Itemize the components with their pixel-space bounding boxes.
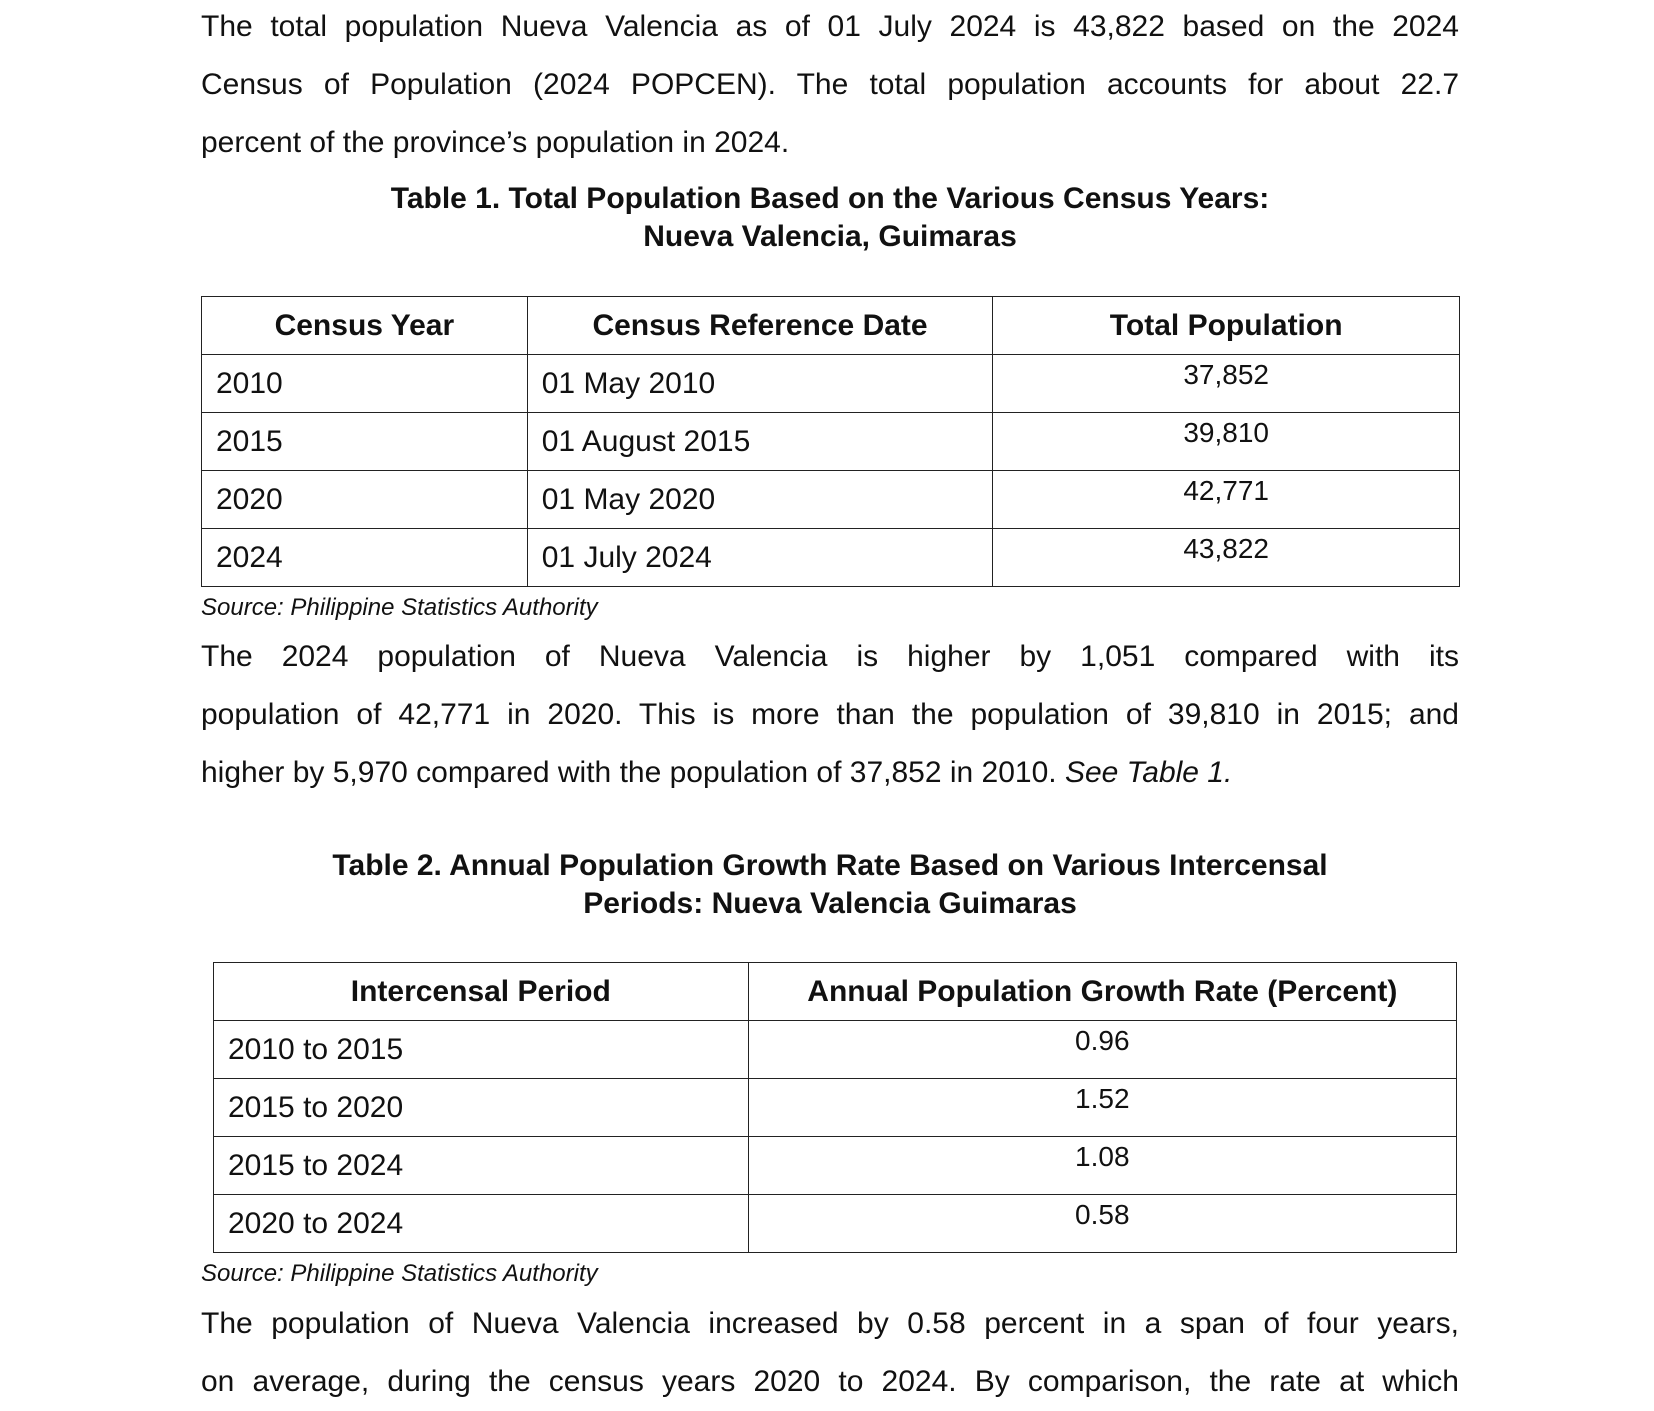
table2-header-row — [214, 963, 1457, 1021]
intercensal-period-cell: 2020 to 2024 — [214, 1195, 749, 1253]
table2 — [213, 962, 1457, 1253]
table2-header-growth-rate: Annual Population Growth Rate (Percent) — [748, 963, 1456, 1021]
analysis2-line: on average, during the census years 2020 to 2024. By comparison, the rate at which — [201, 1365, 1459, 1398]
growth-rate-cell: 1.08 — [748, 1137, 1456, 1195]
intro-paragraph — [201, 0, 1459, 172]
table1-header-row — [202, 297, 1460, 355]
table1-header-census-year: Census Year — [202, 297, 528, 355]
table-row — [202, 413, 1460, 471]
table2-header-intercensal-period: Intercensal Period — [214, 963, 749, 1021]
table1-header-reference-date: Census Reference Date — [527, 297, 993, 355]
reference-date-cell: 01 August 2015 — [527, 413, 993, 471]
table2-source: Source: Philippine Statistics Authority — [201, 1260, 598, 1287]
analysis1-last-line — [201, 744, 1459, 802]
table2-caption-line2: Periods: Nueva Valencia Guimaras — [583, 887, 1077, 920]
intercensal-period-cell: 2010 to 2015 — [214, 1021, 749, 1079]
growth-rate-cell: 0.96 — [748, 1021, 1456, 1079]
growth-rate-cell: 0.58 — [748, 1195, 1456, 1253]
table-row — [214, 1195, 1457, 1253]
table1-caption-line1: Table 1. Total Population Based on the Various Census Years: — [390, 182, 1270, 215]
intro-line: Census of Population (2024 POPCEN). The total population accounts for about 22.7 — [201, 68, 1459, 101]
total-population-cell: 39,810 — [993, 413, 1460, 471]
reference-date-cell: 01 May 2020 — [527, 471, 993, 529]
intercensal-period-cell: 2015 to 2020 — [214, 1079, 749, 1137]
census-year-cell: 2015 — [202, 413, 528, 471]
table-row — [214, 1079, 1457, 1137]
analysis2-paragraph — [201, 1295, 1459, 1411]
table1-source: Source: Philippine Statistics Authority — [201, 594, 598, 621]
table1-header-total-population: Total Population — [993, 297, 1460, 355]
analysis1-paragraph — [201, 628, 1459, 802]
table1 — [201, 296, 1460, 587]
intro-line: percent of the province’s population in 2024. — [201, 126, 790, 159]
census-year-cell: 2024 — [202, 529, 528, 587]
see-table-reference: See Table 1. — [1064, 756, 1233, 789]
table1-caption-line2: Nueva Valencia, Guimaras — [643, 220, 1017, 253]
intro-line: The total population Nueva Valencia as of 01 July 2024 is 43,822 based on the 2024 — [201, 10, 1459, 43]
analysis2-line: The population of Nueva Valencia increased by 0.58 percent in a span of four years, — [201, 1307, 1459, 1340]
analysis1-line: The 2024 population of Nueva Valencia is higher by 1,051 compared with its — [201, 640, 1459, 673]
reference-date-cell: 01 May 2010 — [527, 355, 993, 413]
table1-caption — [201, 180, 1459, 256]
intercensal-period-cell: 2015 to 2024 — [214, 1137, 749, 1195]
table-row — [214, 1021, 1457, 1079]
table-row — [202, 471, 1460, 529]
census-year-cell: 2020 — [202, 471, 528, 529]
census-year-cell: 2010 — [202, 355, 528, 413]
reference-date-cell: 01 July 2024 — [527, 529, 993, 587]
table2-caption — [201, 847, 1459, 923]
total-population-cell: 43,822 — [993, 529, 1460, 587]
table-row — [202, 355, 1460, 413]
analysis1-line: population of 42,771 in 2020. This is more than the population of 39,810 in 2015; and — [201, 698, 1459, 731]
analysis1-last-text: higher by 5,970 compared with the population of 37,852 in 2010. — [201, 756, 1057, 789]
table-row — [202, 529, 1460, 587]
total-population-cell: 37,852 — [993, 355, 1460, 413]
growth-rate-cell: 1.52 — [748, 1079, 1456, 1137]
table-row — [214, 1137, 1457, 1195]
total-population-cell: 42,771 — [993, 471, 1460, 529]
table2-caption-line1: Table 2. Annual Population Growth Rate Based on Various Intercensal — [332, 849, 1328, 882]
